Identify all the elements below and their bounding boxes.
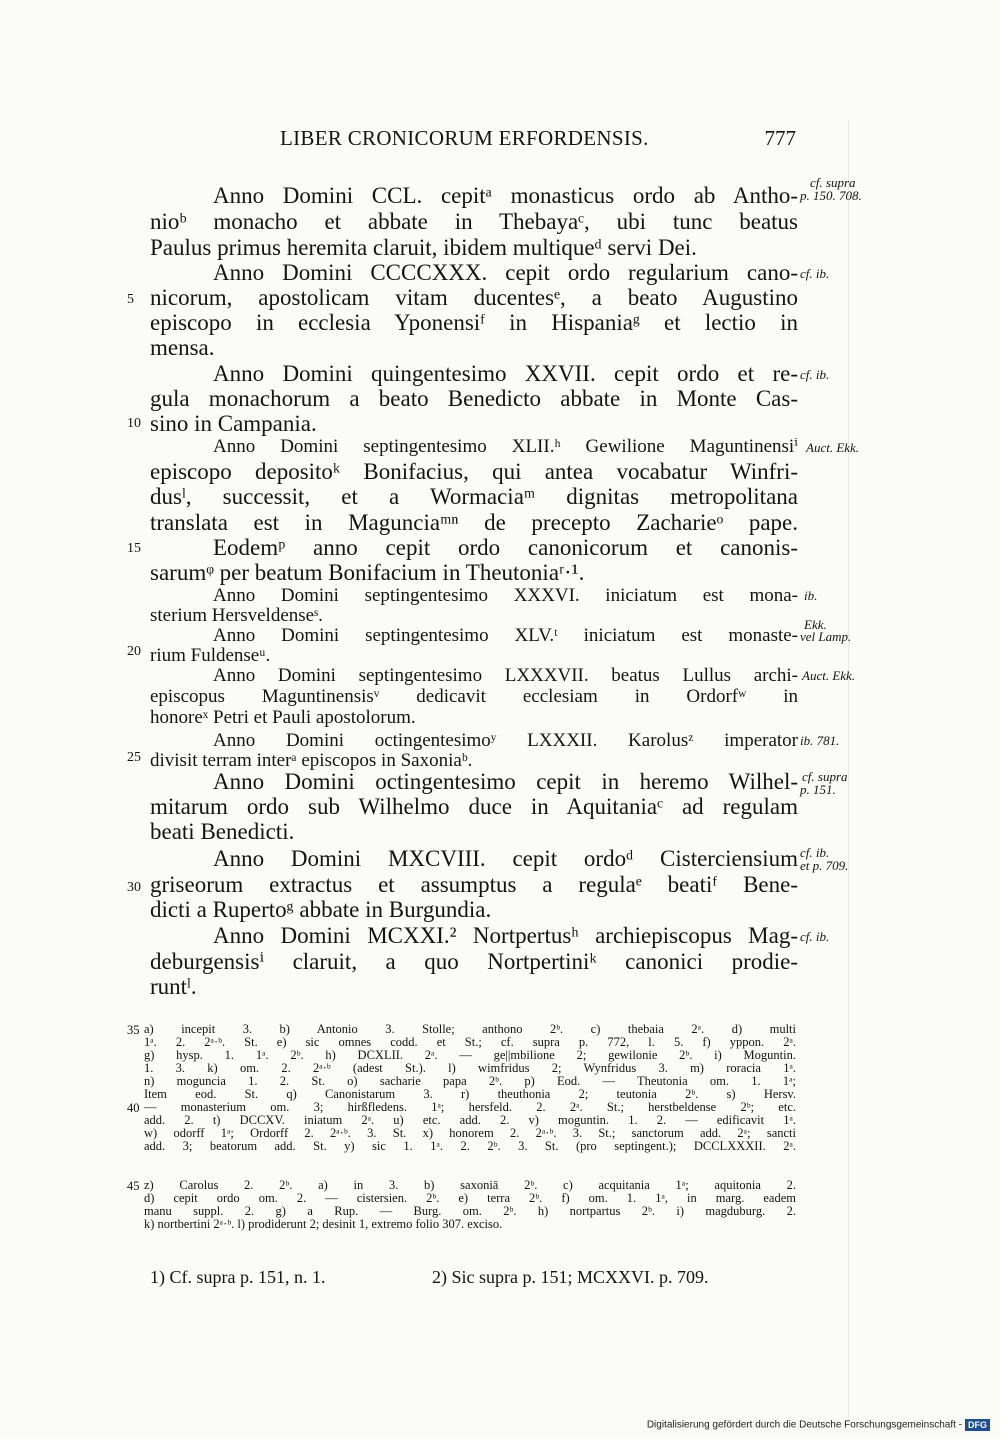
text-line: Anno Domini septingentesimo LXXXVII. beatus Lullus archi- — [213, 665, 798, 686]
footnote-line: a) incepit 3. b) Antonio 3. Stolle; anthono 2ᵇ. c) thebaia 2ᵃ. d) multi — [144, 1022, 796, 1036]
line-number: 15 — [127, 541, 141, 556]
text-line: dicti a Rupertoᵍ abbate in Burgundia. — [150, 897, 492, 922]
text-line: Anno Domini septingentesimo XLII.ʰ Gewilione Maguntinensiⁱ — [213, 436, 798, 457]
text-line: mensa. — [150, 335, 215, 360]
margin-ref: cf. ib. — [800, 367, 830, 382]
text-line: nicorum, apostolicam vitam ducentesᵉ, a beato Augustino — [150, 285, 798, 310]
running-header — [280, 126, 800, 160]
text-line: Paulus primus heremita claruit, ibidem multiqueᵈ servi Dei. — [150, 235, 697, 260]
text-line: episcopo depositoᵏ Bonifacius, qui antea vocabatur Winfri- — [150, 459, 798, 484]
digitization-credit — [647, 1419, 990, 1433]
text-line: sterium Hersveldenseˢ. — [150, 605, 323, 626]
footnote-line: manu suppl. 2. g) a Rup. — Burg. om. 2ᵇ. h) nortpartus 2ᵇ. i) magduburg. 2. — [144, 1204, 796, 1218]
text-line: episcopus Maguntinensisᵛ dedicavit ecclesiam in Ordorfʷ in — [150, 686, 798, 707]
note-1: 1) Cf. supra p. 151, n. 1. — [150, 1267, 326, 1287]
margin-ref: cf. ib. — [800, 929, 830, 944]
footnote-line: k) nortbertini 2ᵃ·ᵇ. l) prodiderunt 2; desinit 1, extremo folio 307. exciso. — [144, 1217, 503, 1231]
text-line: Anno Domini CCCCXXX. cepit ordo regularium cano- — [213, 260, 798, 285]
dfg-logo: DFG — [965, 1419, 990, 1431]
footnote-line: Item eod. St. q) Canonistarum 3. r) theuthonia 2; teutonia 2ᵇ. s) Hersv. — [144, 1087, 796, 1101]
text-line: Eodemᵖ anno cepit ordo canonicorum et canonis- — [213, 535, 798, 560]
text-line: Anno Domini CCL. cepitᵃ monasticus ordo ab Antho- — [213, 183, 798, 208]
text-line: Anno Domini MXCVIII. cepit ordoᵈ Cisterciensium — [213, 846, 798, 871]
text-line: deburgensisⁱ claruit, a quo Nortpertiniᵏ canonici prodie- — [150, 949, 798, 974]
footnote-line: w) odorff 1ᵃ; Ordorff 2. 2ᵃ·ᵇ. 3. St. x) honorem 2. 2ᵃ·ᵇ. 3. St.; sanctorum add. 2ᵃ; sancti — [144, 1126, 796, 1140]
text-line: Anno Domini septingentesimo XLV.ᵗ iniciatum est monaste- — [213, 625, 798, 646]
line-number: 10 — [127, 416, 141, 431]
footnote-line: add. 3; beatorum add. St. y) sic 1. 1ᵃ. 2. 2ᵇ. 3. St. (pro septingent.); DCCLXXXII. 2ᵃ. — [144, 1139, 796, 1153]
line-number: 25 — [127, 750, 141, 765]
page-number: 777 — [764, 126, 796, 150]
footnote-line: — monasterium om. 3; hirßfledens. 1ᵃ; hersfeld. 2. 2ᵃ. St.; herstbeldense 2ᵇ; etc. — [144, 1100, 796, 1114]
page-crease — [848, 120, 849, 1420]
margin-ref: cf. supra — [802, 769, 848, 784]
line-number: 30 — [127, 880, 141, 895]
text-line: Anno Domini MCXXI.² Nortpertusʰ archiepiscopus Mag- — [213, 923, 798, 948]
footnote-line: 1ᵃ. 2. 2ᵃ·ᵇ. St. e) sic omnes codd. et St.; cf. supra p. 772, l. 5. f) yppon. 2ᵃ. — [144, 1035, 796, 1049]
text-line: Anno Domini quingentesimo XXVII. cepit ordo et re- — [213, 361, 798, 386]
margin-ref: cf. supra — [810, 175, 856, 190]
text-line: griseorum extractus et assumptus a regulaᵉ beatiᶠ Bene- — [150, 872, 798, 897]
footnote-line: n) moguncia 1. 2. St. o) sacharie papa 2ᵇ. p) Eod. — Theutonia om. 1. 1ᵃ; — [144, 1074, 796, 1088]
margin-ref: cf. ib. — [800, 266, 830, 281]
footnote-line-number: 35 — [127, 1023, 140, 1037]
margin-ref: Auct. Ekk. — [806, 440, 860, 455]
text-line: sino in Campania. — [150, 411, 317, 436]
author-notes — [150, 1267, 800, 1293]
text-line: sarumᵠ per beatum Bonifacium in Theutoniaʳ·¹. — [150, 560, 585, 585]
text-line: mitarum ordo sub Wilhelmo duce in Aquitaniaᶜ ad regulam — [150, 794, 798, 819]
text-line: gula monachorum a beato Benedicto abbate in Monte Cas- — [150, 386, 798, 411]
running-title: LIBER CRONICORUM ERFORDENSIS. — [280, 126, 649, 150]
margin-ref: vel Lamp. — [800, 629, 852, 644]
text-line: divisit terram interᵃ episcopos in Saxoniaᵇ. — [150, 750, 473, 771]
credit-text: Digitalisierung gefördert durch die Deutsche Forschungsgemeinschaft - — [646, 1419, 962, 1431]
margin-ref: ib. 781. — [800, 733, 840, 748]
text-line: nioᵇ monacho et abbate in Thebayaᶜ, ubi tunc beatus — [150, 209, 798, 234]
footnote-line: g) hysp. 1. 1ᵃ. 2ᵇ. h) DCXLII. 2ᵃ. — ge||mbilione 2; gewilonie 2ᵇ. i) Moguntin. — [144, 1048, 796, 1062]
text-line: rium Fuldenseᵘ. — [150, 645, 271, 666]
text-line: honoreˣ Petri et Pauli apostolorum. — [150, 707, 416, 728]
text-line: beati Benedicti. — [150, 819, 295, 844]
text-line: runtˡ. — [150, 974, 197, 999]
margin-ref: ib. — [804, 588, 818, 603]
margin-ref: p. 150. 708. — [800, 188, 862, 203]
footnote-line: 1. 3. k) om. 2. 2ᵃ·ᵇ (adest St.). l) wimfridus 2; Wynfridus 3. m) roracia 1ᵃ. — [144, 1061, 796, 1075]
margin-ref: p. 151. — [800, 782, 836, 797]
text-line: episcopo in ecclesia Yponensiᶠ in Hispaniaᵍ et lectio in — [150, 310, 798, 335]
text-line: translata est in Magunciaᵐⁿ de precepto Zacharieᵒ pape. — [150, 510, 798, 535]
text-line: Anno Domini septingentesimo XXXVI. iniciatum est mona- — [213, 585, 798, 606]
footnote-line-number: 40 — [127, 1101, 140, 1115]
footnote-line: d) cepit ordo om. 2. — cistersien. 2ᵇ. e) terra 2ᵇ. f) om. 1. 1ᵃ, in marg. eadem — [144, 1191, 796, 1205]
text-line: dusˡ, successit, et a Wormaciaᵐ dignitas metropolitana — [150, 484, 798, 509]
line-number: 5 — [127, 292, 134, 307]
margin-ref: Ekk. — [804, 617, 827, 632]
footnote-line: z) Carolus 2. 2ᵇ. a) in 3. b) saxoniā 2ᵇ. c) acquitania 1ᵃ; aquitonia 2. — [144, 1178, 796, 1192]
margin-ref: cf. ib. — [800, 845, 830, 860]
text-line: Anno Domini octingentesimo cepit in heremo Wilhel- — [213, 769, 798, 794]
footnote-line: add. 2. t) DCCXV. iniatum 2ᵃ. u) etc. add. 2. v) moguntin. 1. 2. — edificavit 1ᵃ. — [144, 1113, 796, 1127]
footnote-line-number: 45 — [127, 1179, 140, 1193]
line-number: 20 — [127, 644, 141, 659]
margin-ref: Auct. Ekk. — [802, 668, 856, 683]
note-2: 2) Sic supra p. 151; MCXXVI. p. 709. — [432, 1267, 709, 1287]
margin-ref: et p. 709. — [800, 858, 849, 873]
text-line: Anno Domini octingentesimoʸ LXXXII. Karolusᶻ imperator — [213, 730, 798, 751]
